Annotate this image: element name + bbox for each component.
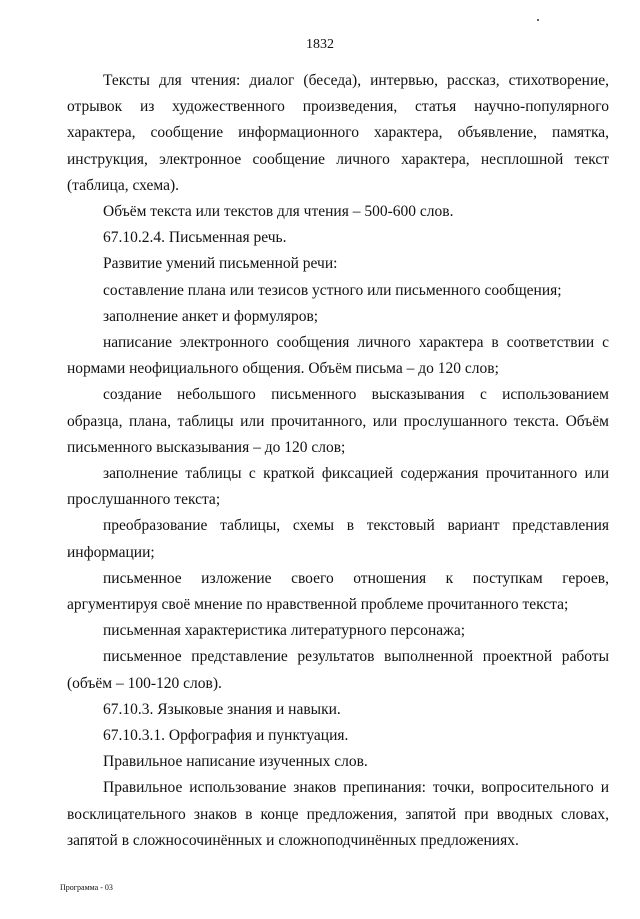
paragraph-texts-for-reading: Тексты для чтения: диалог (беседа), интервью, рассказ, стихотворение, отрывок из художественного произведения, статья научно-популярного характера, сообщение информационного характера, объявление, памятка, инструкция, электронное сообщение личного характера, несплошной текст (таблица, схема).	[67, 72, 609, 194]
paragraph-punctuation: Правильное использование знаков препинания: точки, вопросительного и восклицательного знаков в конце предложения, запятой при вводных словах, запятой в сложносочинённых и сложноподчинённых предложениях.	[67, 779, 609, 849]
document-body	[67, 68, 609, 854]
list-item: преобразование таблицы, схемы в текстовый вариант представления информации;	[67, 517, 609, 561]
list-item: заполнение анкет и формуляров;	[103, 307, 319, 325]
heading-language-knowledge: 67.10.3. Языковые знания и навыки.	[103, 700, 341, 718]
list-item: письменная характеристика литературного персонажа;	[103, 622, 466, 640]
list-item: составление плана или тезисов устного или письменного сообщения;	[103, 281, 562, 299]
list-item: заполнение таблицы с краткой фиксацией содержания прочитанного или прослушанного текста;	[67, 465, 609, 509]
list-item: написание электронного сообщения личного характера в соответствии с нормами неофициального общения. Объём письма – до 120 слов;	[67, 334, 609, 378]
paragraph-text-volume: Объём текста или текстов для чтения – 500-600 слов.	[103, 203, 454, 221]
paragraph-skills-intro: Развитие умений письменной речи:	[103, 255, 338, 273]
list-item: письменное представление результатов выполненной проектной работы (объём – 100-120 слов).	[67, 648, 609, 692]
scan-speck	[537, 19, 539, 21]
paragraph-spelling: Правильное написание изученных слов.	[103, 753, 368, 771]
heading-written-speech: 67.10.2.4. Письменная речь.	[103, 229, 287, 247]
list-item: создание небольшого письменного высказывания с использованием образца, плана, таблицы или прочитанного, или прослушанного текста. Объём письменного высказывания – до 120 слов;	[67, 386, 609, 456]
list-item: письменное изложение своего отношения к поступкам героев, аргументируя своё мнение по нравственной проблеме прочитанного текста;	[67, 569, 609, 614]
heading-orthography: 67.10.3.1. Орфография и пунктуация.	[103, 727, 349, 745]
footer-label: Программа - 03	[60, 883, 113, 892]
page-number: 1832	[306, 37, 334, 52]
